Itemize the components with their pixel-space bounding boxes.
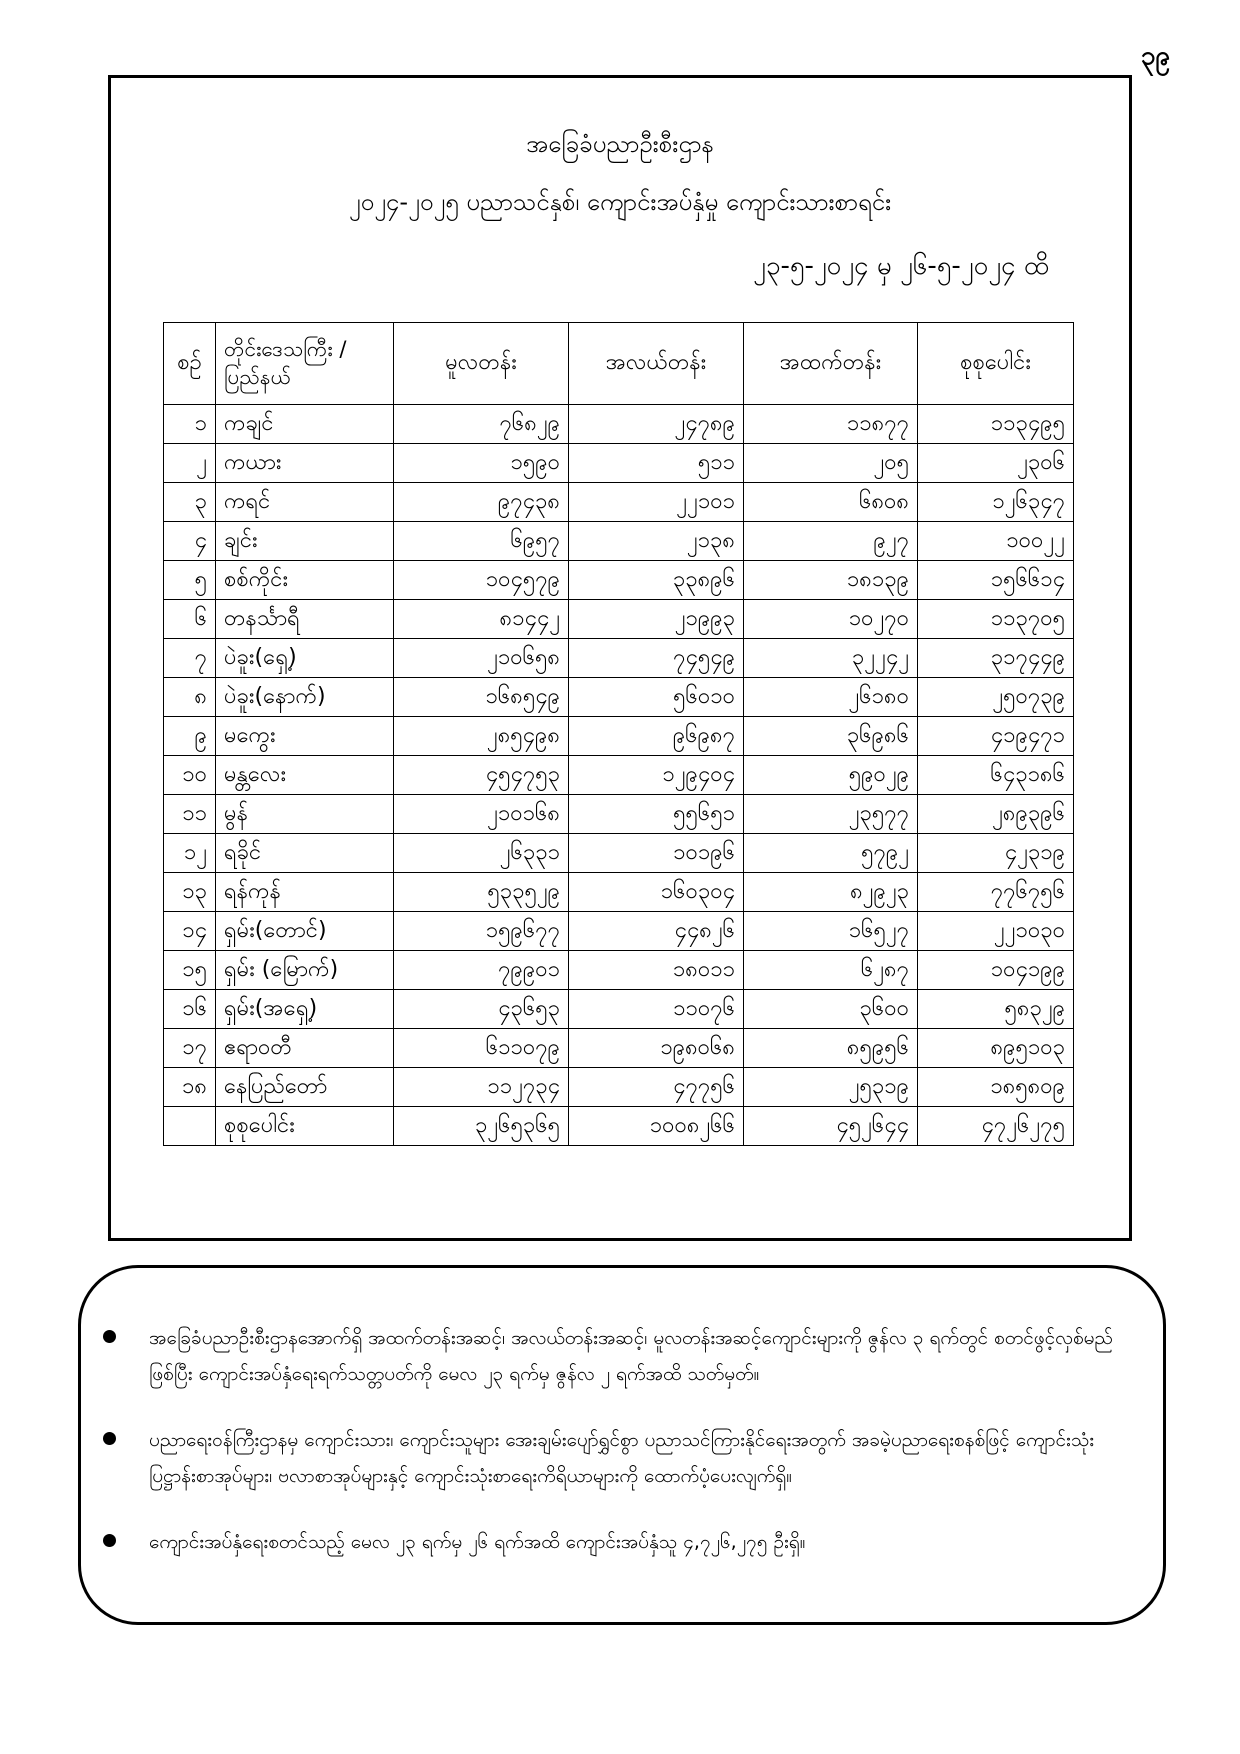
- cell-region: တနင်္သာရီ: [216, 600, 394, 639]
- cell-primary: ၅၃၃၅၂၉: [394, 873, 569, 912]
- table-row: [164, 600, 1074, 639]
- cell-middle: ၁၀၁၉၆: [569, 834, 744, 873]
- cell-total: ၁၁၃၄၉၅: [918, 405, 1074, 444]
- cell-middle: ၄၄၈၂၆: [569, 912, 744, 951]
- cell-total: ၁၅၆၆၁၄: [918, 561, 1074, 600]
- note-item: [103, 1524, 1133, 1560]
- cell-region: ကရင်: [216, 483, 394, 522]
- cell-total: ၅၈၃၂၉: [918, 990, 1074, 1029]
- cell-total: ၁၁၃၇၀၅: [918, 600, 1074, 639]
- cell-region: ချင်း: [216, 522, 394, 561]
- cell-total: ၈၉၅၁၀၃: [918, 1029, 1074, 1068]
- cell-primary: ၁၅၉၀: [394, 444, 569, 483]
- cell-middle: ၂၁၉၉၃: [569, 600, 744, 639]
- cell-serial: ၁၈: [164, 1068, 216, 1107]
- table-row: [164, 795, 1074, 834]
- cell-primary: ၆၉၅၇: [394, 522, 569, 561]
- cell-middle: ၁၈၀၁၁: [569, 951, 744, 990]
- cell-serial: ၅: [164, 561, 216, 600]
- table-header-row: [164, 323, 1074, 405]
- cell-total: ၂၃၀၆: [918, 444, 1074, 483]
- cell-high: ၃၆၉၈၆: [744, 717, 918, 756]
- cell-primary: ၃၂၆၅၃၆၅: [394, 1107, 569, 1146]
- table-row: [164, 444, 1074, 483]
- notes-box: [78, 1265, 1166, 1625]
- cell-primary: ၁၀၄၅၇၉: [394, 561, 569, 600]
- cell-middle: ၇၄၅၄၉: [569, 639, 744, 678]
- cell-total: ၁၈၅၈၀၉: [918, 1068, 1074, 1107]
- header-total: စုစုပေါင်း: [918, 323, 1074, 405]
- cell-region: စုစုပေါင်း: [216, 1107, 394, 1146]
- cell-high: ၁၈၁၃၉: [744, 561, 918, 600]
- cell-serial: ၁၁: [164, 795, 216, 834]
- department-title: အခြေခံပညာဦးစီးဌာန: [526, 130, 714, 158]
- bullet-icon: [103, 1432, 116, 1445]
- cell-primary: ၁၆၈၅၄၉: [394, 678, 569, 717]
- cell-high: ၃၆၀၀: [744, 990, 918, 1029]
- cell-serial: ၇: [164, 639, 216, 678]
- cell-primary: ၄၃၆၅၃: [394, 990, 569, 1029]
- table-row: [164, 678, 1074, 717]
- cell-serial: ၆: [164, 600, 216, 639]
- cell-primary: ၆၁၁၀၇၉: [394, 1029, 569, 1068]
- cell-middle: ၃၃၈၉၆: [569, 561, 744, 600]
- cell-total: ၆၄၃၁၈၆: [918, 756, 1074, 795]
- cell-serial: ၁၅: [164, 951, 216, 990]
- cell-high: ၈၅၉၅၆: [744, 1029, 918, 1068]
- cell-middle: ၁၁၀၇၆: [569, 990, 744, 1029]
- cell-high: ၆၂၈၇: [744, 951, 918, 990]
- cell-total: ၁၀၄၁၉၉: [918, 951, 1074, 990]
- table-row: [164, 561, 1074, 600]
- cell-high: ၈၂၉၂၃: [744, 873, 918, 912]
- cell-middle: ၂၄၇၈၉: [569, 405, 744, 444]
- cell-region: ရန်ကုန်: [216, 873, 394, 912]
- cell-serial: ၃: [164, 483, 216, 522]
- cell-high: ၅၇၉၂: [744, 834, 918, 873]
- cell-high: ၂၅၃၁၉: [744, 1068, 918, 1107]
- cell-total: ၄၁၉၄၇၁: [918, 717, 1074, 756]
- cell-serial: ၁၂: [164, 834, 216, 873]
- cell-region: ပဲခူး(ရှေ့): [216, 639, 394, 678]
- cell-primary: ၇၉၉၀၁: [394, 951, 569, 990]
- cell-middle: ၅၅၆၅၁: [569, 795, 744, 834]
- table-row: [164, 1029, 1074, 1068]
- cell-serial: ၁၄: [164, 912, 216, 951]
- cell-primary: ၂၈၅၄၉၈: [394, 717, 569, 756]
- cell-region: ရခိုင်: [216, 834, 394, 873]
- cell-total: ၇၇၆၇၅၆: [918, 873, 1074, 912]
- cell-high: ၉၂၇: [744, 522, 918, 561]
- cell-total: ၄၂၃၁၉: [918, 834, 1074, 873]
- cell-total: ၄၇၂၆၂၇၅: [918, 1107, 1074, 1146]
- header-high: အထက်တန်း: [744, 323, 918, 405]
- cell-region: ပဲခူး(နောက်): [216, 678, 394, 717]
- report-title: ၂၀၂၄-၂၀၂၅ ပညာသင်နှစ်၊ ကျောင်းအပ်နှံမှု ကျောင်းသားစာရင်း: [348, 188, 892, 216]
- cell-serial: ၁၃: [164, 873, 216, 912]
- table-row: [164, 483, 1074, 522]
- cell-middle: ၄၇၇၅၆: [569, 1068, 744, 1107]
- cell-total: ၁၀၀၂၂: [918, 522, 1074, 561]
- header-serial: စဉ်: [164, 323, 216, 405]
- cell-middle: ၁၉၈၀၆၈: [569, 1029, 744, 1068]
- note-item: [103, 1320, 1133, 1392]
- cell-region: မန္တလေး: [216, 756, 394, 795]
- statistics-frame: [108, 75, 1132, 1241]
- cell-serial: ၁၇: [164, 1029, 216, 1068]
- cell-high: ၁၆၅၂၇: [744, 912, 918, 951]
- bullet-icon: [103, 1330, 116, 1343]
- cell-serial: ၁၆: [164, 990, 216, 1029]
- cell-middle: ၅၆၀၁၀: [569, 678, 744, 717]
- note-item: [103, 1422, 1133, 1494]
- cell-region: စစ်ကိုင်း: [216, 561, 394, 600]
- table-row: [164, 990, 1074, 1029]
- cell-primary: ၁၁၂၇၃၄: [394, 1068, 569, 1107]
- cell-high: ၃၂၂၄၂: [744, 639, 918, 678]
- cell-region: နေပြည်တော်: [216, 1068, 394, 1107]
- note-text: အခြေခံပညာဦးစီးဌာနအောက်ရှိ အထက်တန်းအဆင့်၊ အလယ်တန်းအဆင့်၊ မူလတန်းအဆင့်ကျောင်းများကို ဇွန်လ ၃ ရက်တွင် စတင်ဖွင့်လှစ်မည်ဖြစ်ပြီး ကျောင်းအပ်နှံရေးရက်သတ္တပတ်ကို မေလ ၂၃ ရက်မှ ဇွန်လ ၂ ရက်အထိ သတ်မှတ်။: [149, 1327, 1113, 1385]
- table-row: [164, 522, 1074, 561]
- cell-middle: ၂၁၃၈: [569, 522, 744, 561]
- cell-middle: ၅၁၁: [569, 444, 744, 483]
- table-total-row: [164, 1107, 1074, 1146]
- table-row: [164, 405, 1074, 444]
- cell-middle: ၁၀၀၈၂၆၆: [569, 1107, 744, 1146]
- cell-primary: ၂၁၀၁၆၈: [394, 795, 569, 834]
- cell-total: ၃၁၇၄၄၉: [918, 639, 1074, 678]
- cell-primary: ၂၆၃၃၁: [394, 834, 569, 873]
- cell-serial: ၁: [164, 405, 216, 444]
- cell-total: ၂၂၁၀၃၀: [918, 912, 1074, 951]
- table-row: [164, 756, 1074, 795]
- cell-middle: ၉၆၉၈၇: [569, 717, 744, 756]
- bullet-icon: [103, 1534, 116, 1547]
- cell-middle: ၁၂၉၄၀၄: [569, 756, 744, 795]
- table-row: [164, 1068, 1074, 1107]
- cell-region: ရှမ်း(တောင်): [216, 912, 394, 951]
- cell-serial: ၄: [164, 522, 216, 561]
- table-row: [164, 717, 1074, 756]
- header-region: တိုင်းဒေသကြီး /ပြည်နယ်: [216, 323, 394, 405]
- notes-list: [103, 1320, 1133, 1590]
- table-row: [164, 834, 1074, 873]
- cell-region: ရှမ်း (မြောက်): [216, 951, 394, 990]
- cell-high: ၁၀၂၇၀: [744, 600, 918, 639]
- cell-region: ကယား: [216, 444, 394, 483]
- table-row: [164, 873, 1074, 912]
- cell-primary: ၁၅၉၆၇၇: [394, 912, 569, 951]
- cell-total: ၂၅၀၇၃၉: [918, 678, 1074, 717]
- cell-high: ၅၉၀၂၉: [744, 756, 918, 795]
- cell-high: ၂၆၁၈၀: [744, 678, 918, 717]
- cell-primary: ၇၆၈၂၉: [394, 405, 569, 444]
- cell-region: ကချင်: [216, 405, 394, 444]
- cell-high: ၄၅၂၆၄၄: [744, 1107, 918, 1146]
- date-range: ၂၃-၅-၂၀၂၄ မှ ၂၆-၅-၂၀၂၄ ထိ: [753, 251, 1049, 281]
- cell-serial: ၈: [164, 678, 216, 717]
- cell-total: ၁၂၆၃၄၇: [918, 483, 1074, 522]
- cell-high: ၂၃၅၇၇: [744, 795, 918, 834]
- table-row: [164, 639, 1074, 678]
- cell-serial: ၂: [164, 444, 216, 483]
- cell-region: မကွေး: [216, 717, 394, 756]
- cell-high: ၆၈၀၈: [744, 483, 918, 522]
- cell-high: ၂၀၅: [744, 444, 918, 483]
- cell-serial: ၉: [164, 717, 216, 756]
- page-number: ၃၉: [1140, 41, 1170, 71]
- cell-middle: ၂၂၁၀၁: [569, 483, 744, 522]
- table-row: [164, 951, 1074, 990]
- enrollment-table: [163, 322, 1074, 1146]
- note-text: ပညာရေးဝန်ကြီးဌာနမှ ကျောင်းသား၊ ကျောင်းသူများ အေးချမ်းပျော်ရွှင်စွာ ပညာသင်ကြားနိုင်ရေးအတွက် အခမဲ့ပညာရေးစနစ်ဖြင့် ကျောင်းသုံးပြဋ္ဌာန်းစာအုပ်များ၊ ဗလာစာအုပ်များနှင့် ကျောင်းသုံးစာရေးကိရိယာများကို ထောက်ပံ့ပေးလျက်ရှိ။: [149, 1429, 1095, 1487]
- cell-serial: ၁၀: [164, 756, 216, 795]
- cell-total: ၂၈၉၃၉၆: [918, 795, 1074, 834]
- header-middle: အလယ်တန်း: [569, 323, 744, 405]
- cell-region: မွန်: [216, 795, 394, 834]
- cell-primary: ၈၁၄၄၂: [394, 600, 569, 639]
- cell-middle: ၁၆၀၃၀၄: [569, 873, 744, 912]
- cell-high: ၁၁၈၇၇: [744, 405, 918, 444]
- cell-region: ရှမ်း(အရှေ့): [216, 990, 394, 1029]
- cell-primary: ၂၁၀၆၅၈: [394, 639, 569, 678]
- cell-primary: ၉၇၄၃၈: [394, 483, 569, 522]
- cell-serial: [164, 1107, 216, 1146]
- table-row: [164, 912, 1074, 951]
- cell-region: ဧရာဝတီ: [216, 1029, 394, 1068]
- cell-primary: ၄၅၄၇၅၃: [394, 756, 569, 795]
- header-primary: မူလတန်း: [394, 323, 569, 405]
- note-text: ကျောင်းအပ်နှံရေးစတင်သည့် မေလ ၂၃ ရက်မှ ၂၆ ရက်အထိ ကျောင်းအပ်နှံသူ ၄,၇၂၆,၂၇၅ ဦးရှိ။: [149, 1531, 806, 1553]
